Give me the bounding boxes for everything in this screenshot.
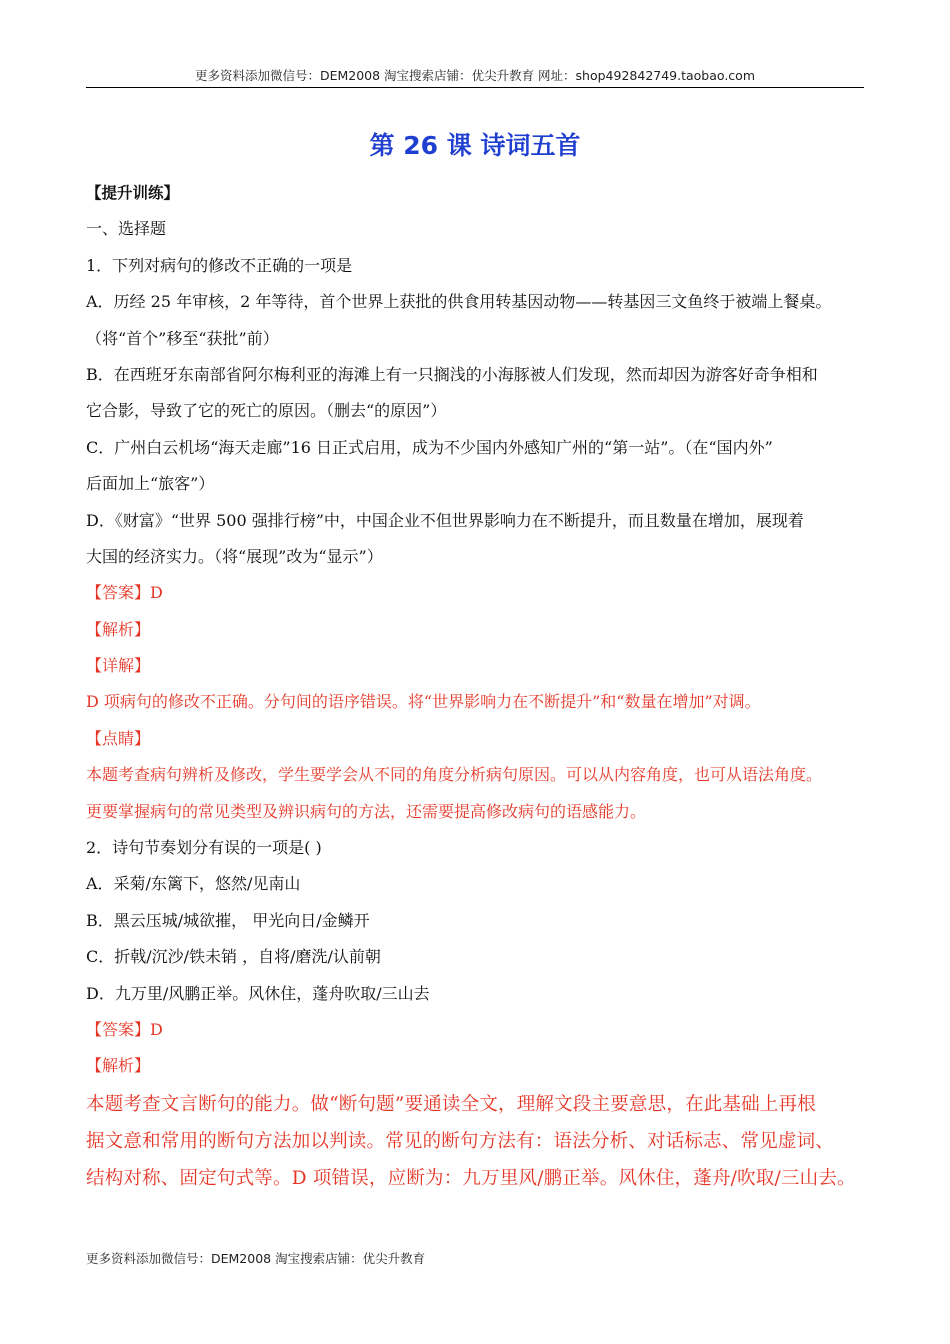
text-line: 据文意和常用的断句方法加以判读。常见的断句方法有：语法分析、对话标志、常见虚词、 xyxy=(86,1130,835,1152)
lesson-title: 第 26 课 诗词五首 xyxy=(369,131,581,160)
text-line: C．折戟/沉沙/铁未销 ，自将/磨洗/认前朝 xyxy=(86,947,381,967)
text-line: D 项病句的修改不正确。分句间的语序错误。将“世界影响力在不断提升”和“数量在增加”对调。 xyxy=(86,692,761,712)
text-line: 1．下列对病句的修改不正确的一项是 xyxy=(86,255,353,275)
text-line: D．《财富》“世界 500 强排行榜”中，中国企业不但世界影响力在不断提升，而且数量在增加，展现着 xyxy=(86,510,804,530)
text-line: 它合影，导致了它的死亡的原因。（删去“的原因”） xyxy=(86,401,447,421)
text-line: 一、选择题 xyxy=(86,219,167,239)
text-line: 【解析】 xyxy=(86,619,151,639)
text-line: 结构对称、固定句式等。D 项错误，应断为：九万里风/鹏正举。风休住，蓬舟/吹取/三山去。 xyxy=(86,1167,856,1189)
text-line: 大国的经济实力。（将“展现”改为“显示”） xyxy=(86,546,383,566)
text-line: 后面加上“旅客”） xyxy=(86,474,215,494)
text-line: （将“首个”移至“获批”前） xyxy=(86,328,279,348)
text-line: A．历经 25 年审核，2 年等待，首个世界上获批的供食用转基因动物——转基因三文鱼终于被端上餐桌。 xyxy=(86,292,832,312)
page-footer: 更多资料添加微信号：DEM2008 淘宝搜索店铺：优尖升教育 xyxy=(86,1251,426,1266)
document-body xyxy=(86,183,866,1204)
text-line: 本题考查文言断句的能力。做“断句题”要通读全文，理解文段主要意思，在此基础上再根 xyxy=(86,1093,816,1115)
text-line: D．九万里/风鹏正举。风休住，蓬舟吹取/三山去 xyxy=(86,983,430,1003)
text-line: 2．诗句节奏划分有误的一项是( ) xyxy=(86,838,322,858)
text-line: 【点睛】 xyxy=(86,728,151,748)
text-line: B．在西班牙东南部省阿尔梅利亚的海滩上有一只搁浅的小海豚被人们发现，然而却因为游客好奇争相和 xyxy=(86,364,818,384)
text-line: 本题考查病句辨析及修改，学生要学会从不同的角度分析病句原因。可以从内容角度，也可从语法角度。 xyxy=(86,765,823,785)
text-line: 【解析】 xyxy=(86,1056,151,1076)
header-divider xyxy=(86,87,864,88)
text-line: 更要掌握病句的常见类型及辨识病句的方法，还需要提高修改病句的语感能力。 xyxy=(86,801,647,821)
text-line: 【详解】 xyxy=(86,656,151,676)
text-line: C．广州白云机场“海天走廊”16 日正式启用，成为不少国内外感知广州的“第一站”。（在“国内外” xyxy=(86,437,773,457)
text-line: A．采菊/东篱下，悠然/见南山 xyxy=(86,874,301,894)
page-header: 更多资料添加微信号：DEM2008 淘宝搜索店铺：优尖升教育 网址：shop492842749.taobao.com xyxy=(194,68,756,83)
text-line: 【提升训练】 xyxy=(86,184,180,202)
text-line: B．黑云压城/城欲摧， 甲光向日/金鳞开 xyxy=(86,910,370,930)
text-line: 【答案】D xyxy=(86,583,163,603)
text-line: 【答案】D xyxy=(86,1019,163,1039)
